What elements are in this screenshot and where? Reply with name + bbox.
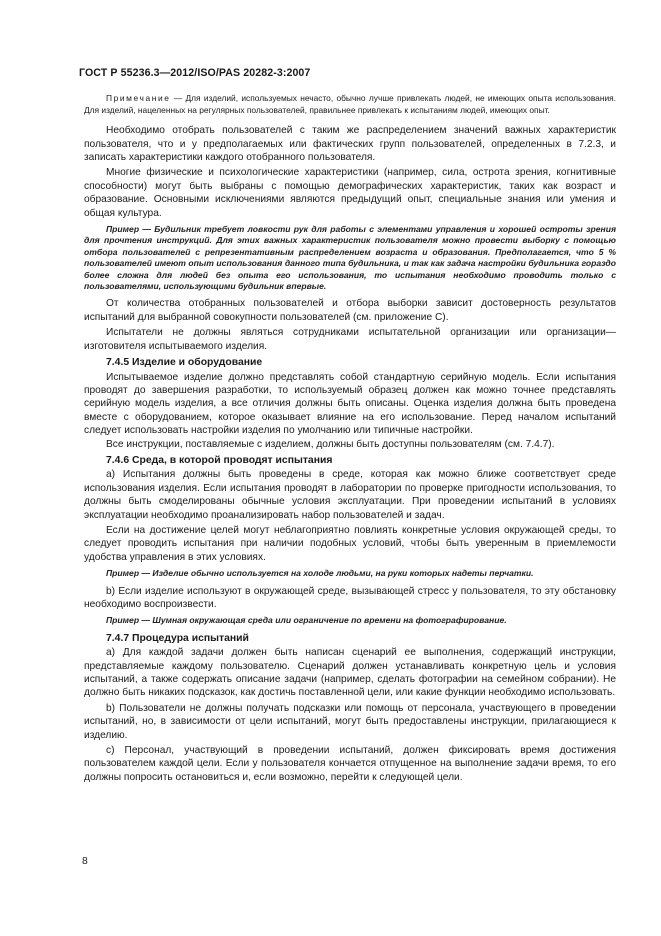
section-heading: 7.4.6 Среда, в которой проводят испытания xyxy=(106,454,333,466)
section-heading: 7.4.7 Процедура испытаний xyxy=(106,632,249,644)
example-text: Пример — Шумная окружающая среда или ограничение по времени на фотографирование. xyxy=(106,615,507,626)
paragraph: Все инструкции, поставляемые с изделием, должны быть доступны пользователям (см. 7.4.7). xyxy=(106,438,555,450)
document-header: ГОСТ Р 55236.3—2012/ISO/PAS 20282-3:2007 xyxy=(79,67,311,79)
page-number: 8 xyxy=(82,856,88,867)
paragraph: Если на достижение целей могут неблагоприятно повлиять конкретные условия окружающей среды, то следует проводить испытания при наличии подобных условий, чтобы быть уверенным в приемлемости удобства управления в этих условиях. xyxy=(84,524,616,563)
paragraph: b) Если изделие используют в окружающей среде, вызывающей стресс у пользователя, то эту обстановку необходимо воспроизвести. xyxy=(84,585,616,610)
note-text: — Для изделий, используемых нечасто, обычно лучше привлекать людей, не имеющих опыта использования. Для изделий, нацеленных на регулярных пользователей, правильнее привлекать к испытаниям людей, имеющих опыт. xyxy=(84,93,616,115)
document-body xyxy=(84,93,616,784)
paragraph: a) Испытания должны быть проведены в среде, которая как можно ближе соответствует среде использования изделия. Если испытания проводят в лаборатории по проверке пригодности использования, то должны быть смоделированы обычные условия эксплуатации. При проведении испытаний в условиях эксплуатации необходимо проанализировать набор пользователей и задач. xyxy=(84,469,616,521)
paragraph: Многие физические и психологические характеристики (например, сила, острота зрения, когнитивные способности) могут быть выбраны с помощью демографических характеристик, таких как возраст и образование. Основными исключениями являются предыдущий опыт, специальные знания или умения и общая культура. xyxy=(84,167,616,219)
note-label: Примечание xyxy=(106,93,171,103)
paragraph: b) Пользователи не должны получать подсказки или помощь от персонала, участвующего в проведении испытаний, но, в зависимости от цели испытаний, могут быть предоставлены инструкции, прилагающиеся к изделию. xyxy=(84,702,616,741)
paragraph: Испытываемое изделие должно представлять собой стандартную серийную модель. Если испытания проводят до завершения разработки, то используемый образец должен как можно точнее представлять серийную модель изделия, а все отличия должны быть описаны. Оценка изделия должна быть проведена вместе с оборудованием, которое оказывает влияние на его использование. Перед началом испытаний следует использовать настройки изделия по умолчанию или типичные настройки. xyxy=(84,371,616,437)
paragraph: Необходимо отобрать пользователей с таким же распределением значений важных характеристик пользователя, что и у предполагаемых или фактических групп пользователей, определенных в 7.2.3, и записать характеристики каждого отобранного пользователя. xyxy=(84,125,616,163)
paragraph: a) Для каждой задачи должен быть написан сценарий ее выполнения, содержащий инструкции, представляемые каждому пользователю. Сценарий должен устанавливать конкретную цель и условия испытаний, а также содержать описание задачи (например, сделать фотографии на семейном собрании). Не должно быть никаких подсказок, как достичь поставленной цели, или какие функции необходимо использовать. xyxy=(84,647,616,699)
note xyxy=(84,93,616,116)
paragraph: От количества отобранных пользователей и отбора выборки зависит достоверность результатов испытаний для выбранной совокупности пользователей (см. приложение С). xyxy=(84,298,616,323)
example-text: Пример — Изделие обычно используется на холоде людьми, на руки которых надеты перчатки. xyxy=(106,568,534,579)
paragraph: Испытатели не должны являться сотрудниками испытательной организации или организации—изготовителя испытываемого изделия. xyxy=(84,327,616,352)
section-heading: 7.4.5 Изделие и оборудование xyxy=(106,357,263,369)
example-text: Пример — Будильник требует ловкости рук для работы с элементами управления и хорошей остроты зрения для прочтения инструкций. Для этих важных характеристик пользователя можно провести выборку с помощью отбора пользователей с репрезентативным распределением возраста и образования. Предполагается, что 5 % пользователей имеют опыт использования данного типа будильника, и так как задача настройки будильника гораздо более сложна для людей без опыта его использования, то испытания необходимо проводить только с пользователями, использующими будильник впервые. xyxy=(84,224,616,292)
paragraph: c) Персонал, участвующий в проведении испытаний, должен фиксировать время достижения пользователем каждой цели. Если у пользователя кончается отпущенное на выполнение задачи время, то его должны попросить остановиться и, если возможно, перейти к следующей цели. xyxy=(84,745,616,783)
